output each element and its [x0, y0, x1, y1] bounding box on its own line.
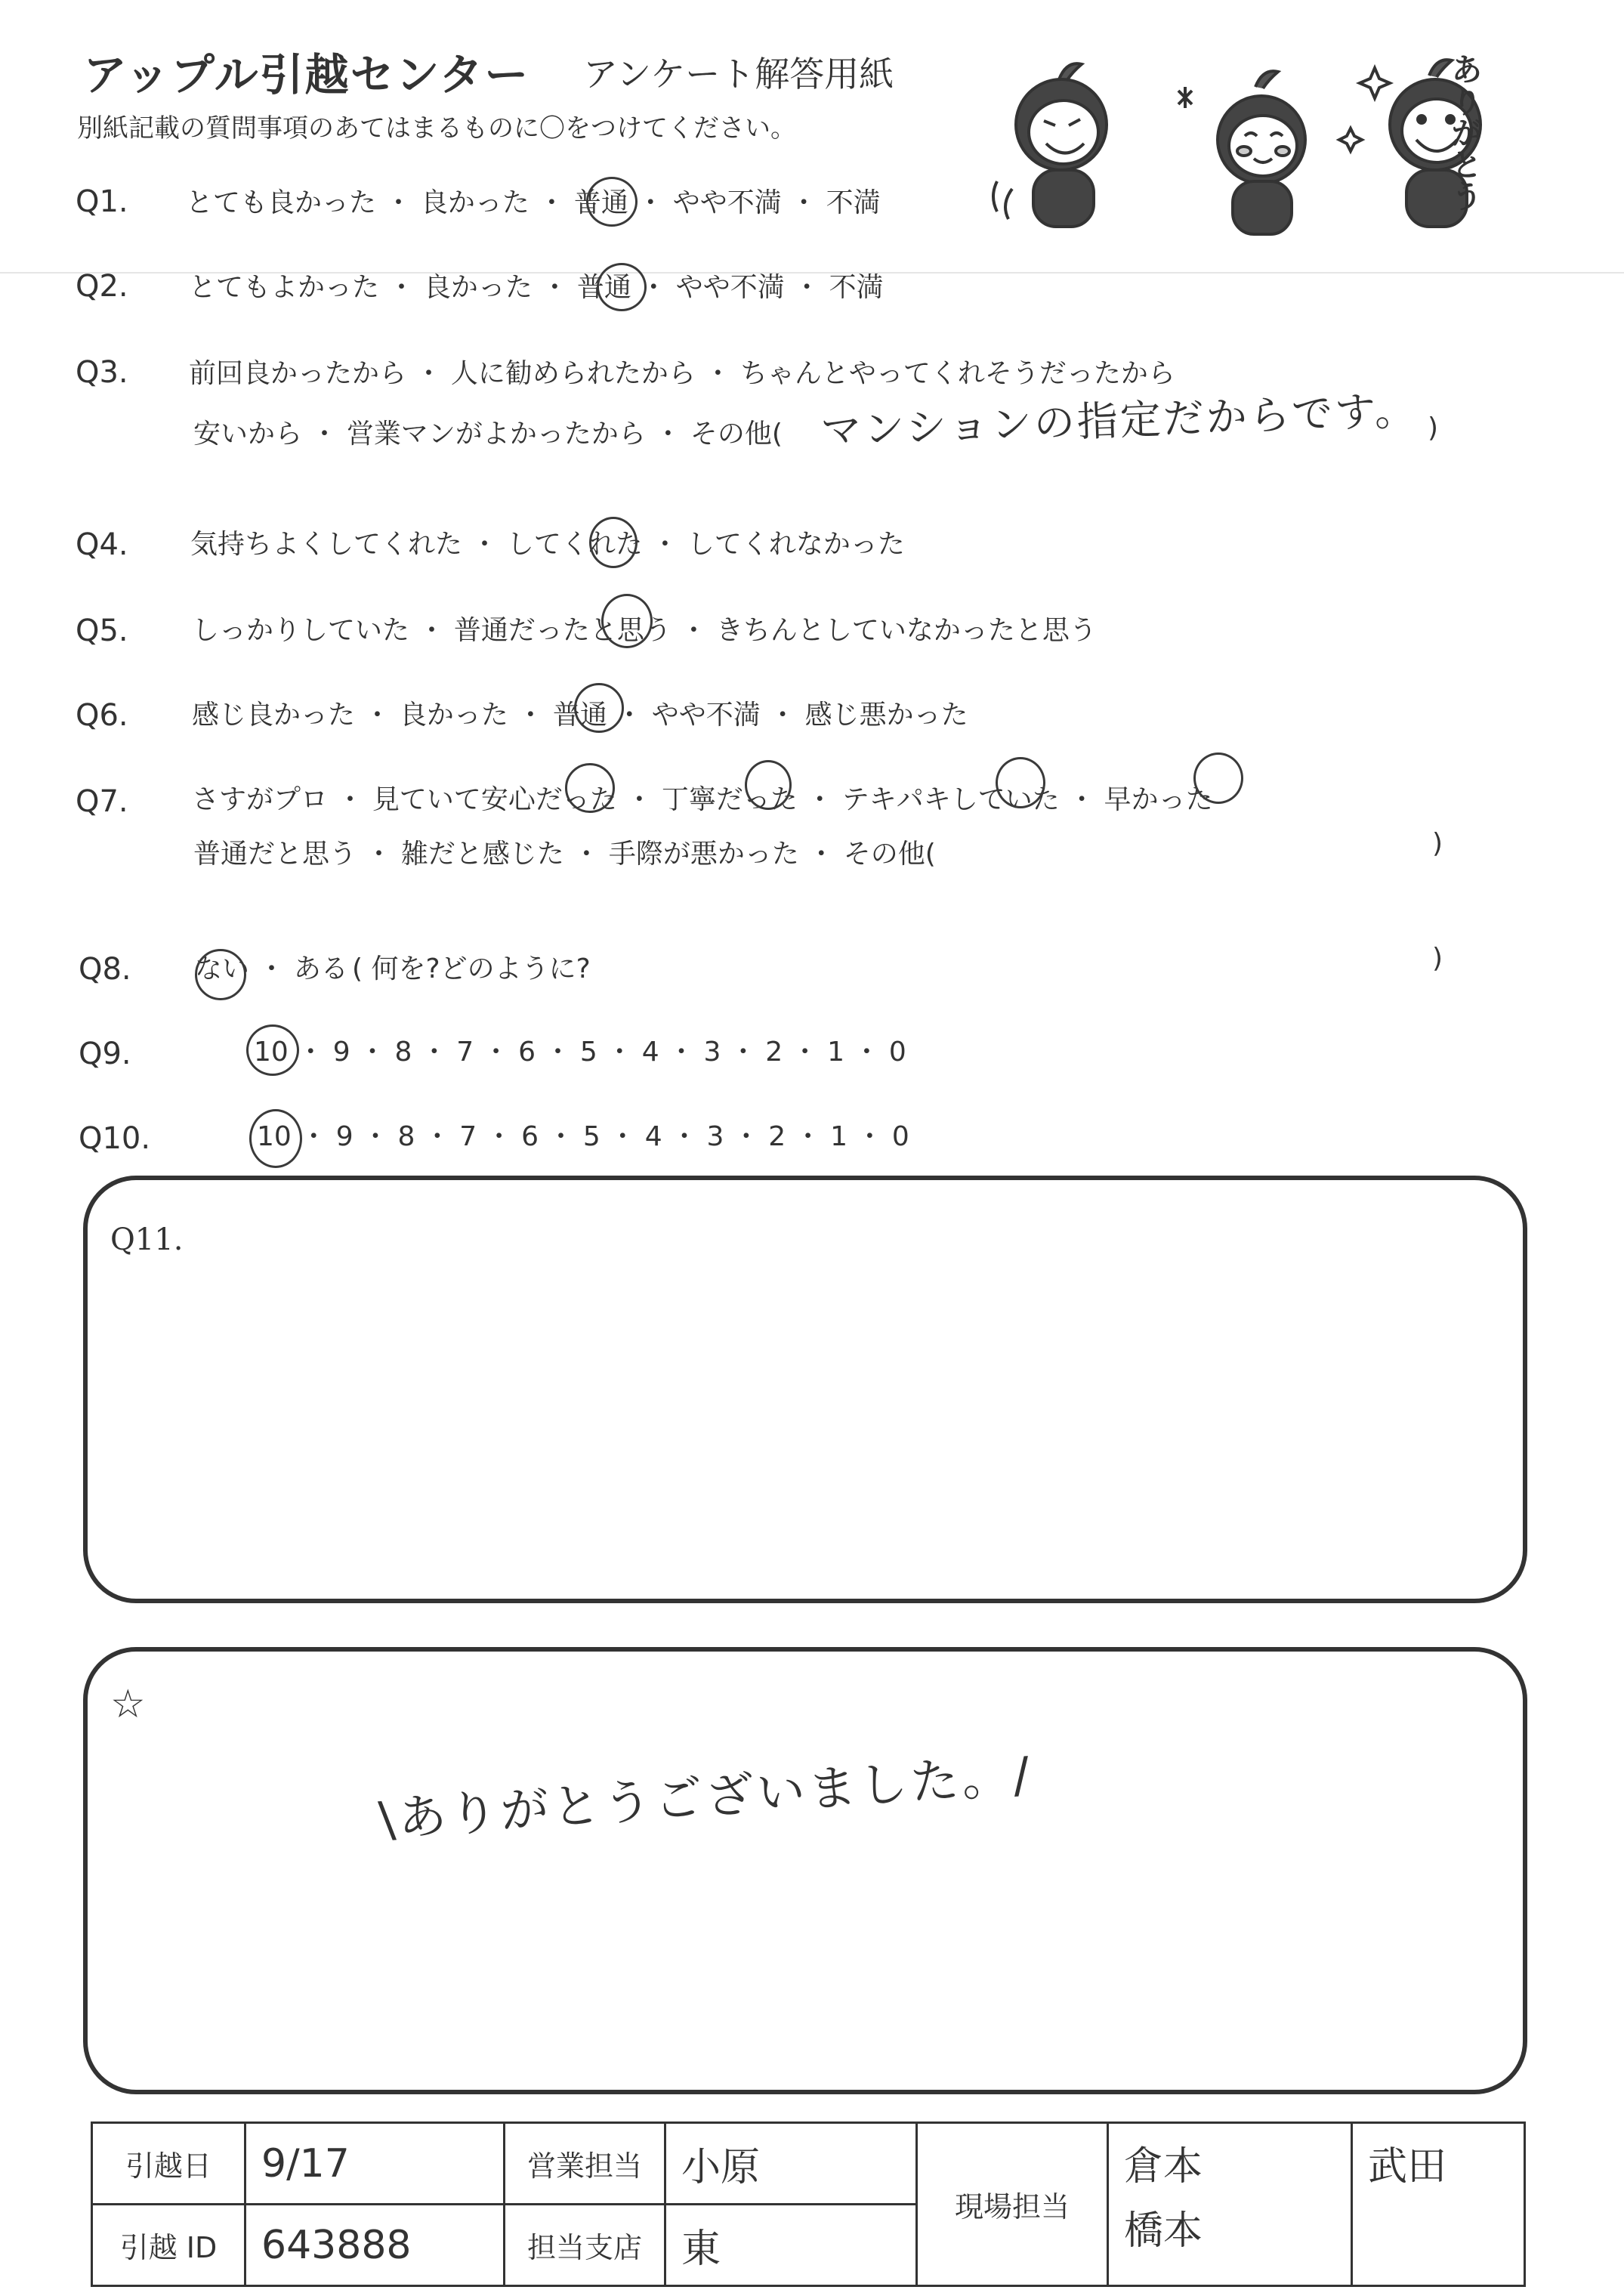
- mascot-illustration: [990, 45, 1579, 242]
- q8-option-selected[interactable]: ない: [195, 953, 250, 984]
- q10-score[interactable]: 9: [335, 1121, 354, 1152]
- instruction-text: 別紙記載の質問事項のあてはまるものに〇をつけてください。: [77, 113, 796, 144]
- q6-options: 感じ良かった ・ 良かった ・ 普通 ・ やや不満 ・ 感じ悪かった: [192, 700, 968, 731]
- q10-score[interactable]: 3: [706, 1121, 724, 1152]
- q10-score[interactable]: 8: [397, 1121, 415, 1152]
- moving-date-label: 引越日: [92, 2123, 245, 2205]
- q8-answer-circle: [195, 949, 246, 1000]
- q9-score[interactable]: 6: [518, 1037, 536, 1068]
- q4-option[interactable]: してくれなかった: [687, 529, 905, 560]
- q7-option-selected[interactable]: 丁寧だった: [661, 784, 798, 815]
- q1-options: とても良かった ・ 良かった ・ 普通 ・ やや不満 ・ 不満: [186, 187, 881, 218]
- q3-other-label[interactable]: その他(: [690, 419, 783, 450]
- q10-score[interactable]: 1: [830, 1121, 848, 1152]
- q3-options-line2: 安いから ・ 営業マンがよかったから ・ その他(: [193, 419, 783, 450]
- company-name: アップル引越センター: [83, 49, 530, 100]
- q10-score[interactable]: 0: [891, 1121, 909, 1152]
- q9-answer-circle: [246, 1024, 299, 1076]
- q5-option[interactable]: しっかりしていた: [192, 615, 410, 646]
- moving-id-value: 643888: [245, 2205, 505, 2286]
- q2-options: とてもよかった ・ 良かった ・ 普通 ・ やや不満 ・ 不満: [189, 272, 884, 303]
- q9-score[interactable]: 2: [765, 1037, 783, 1068]
- q8-option[interactable]: ある: [293, 953, 348, 984]
- q9-score[interactable]: 9: [332, 1037, 350, 1068]
- q1-answer-circle: [586, 177, 638, 227]
- q10-score[interactable]: 5: [582, 1121, 601, 1152]
- q4-options: 気持ちよくしてくれた ・ してくれた ・ してくれなかった: [190, 529, 905, 560]
- q7-answer-circle: [745, 760, 792, 810]
- q6-option[interactable]: 良かった: [399, 700, 508, 731]
- q8-label: Q8.: [79, 952, 131, 987]
- q9-score[interactable]: 1: [827, 1037, 844, 1068]
- q2-option[interactable]: やや不満: [675, 272, 785, 303]
- sales-rep-value: 小原: [665, 2123, 917, 2205]
- q1-option[interactable]: やや不満: [672, 187, 782, 218]
- comments-box[interactable]: [83, 1647, 1527, 2094]
- q3-other-close: ): [1428, 413, 1439, 443]
- q3-option[interactable]: 営業マンがよかったから: [346, 419, 646, 450]
- q3-option[interactable]: 安いから: [193, 419, 303, 450]
- document-title: アンケート解答用紙: [583, 54, 894, 94]
- q7-label: Q7.: [76, 784, 128, 819]
- q2-answer-circle: [597, 263, 647, 311]
- q2-option-selected[interactable]: 普通: [576, 272, 631, 303]
- q7-options-line2: 普通だと思う ・ 雑だと感じた ・ 手際が悪かった ・ その他(: [193, 839, 936, 870]
- moving-id-label: 引越 ID: [92, 2205, 245, 2286]
- q10-scale: 10 ・ 9 ・ 8 ・ 7 ・ 6 ・ 5 ・ 4 ・ 3 ・ 2 ・ 1 ・ 0: [257, 1121, 909, 1152]
- q6-option[interactable]: やや不満: [651, 700, 761, 731]
- field-staff-name: 倉本: [1124, 2144, 1203, 2189]
- mascot-thanks-text: ありがとう: [1446, 53, 1484, 212]
- q7-option-selected[interactable]: 見ていて安心だった: [372, 784, 617, 815]
- q4-answer-circle: [589, 517, 638, 568]
- q9-score[interactable]: 0: [888, 1037, 906, 1068]
- sales-rep-label: 営業担当: [505, 2123, 665, 2205]
- q8-options: ない ・ ある ( 何を?どのように?: [195, 953, 591, 984]
- q7-option[interactable]: さすがプロ: [192, 784, 329, 815]
- q7-option-selected[interactable]: テキパキしていた: [841, 784, 1060, 815]
- q9-score[interactable]: 5: [579, 1037, 597, 1068]
- q7-other-label[interactable]: その他(: [843, 839, 936, 870]
- branch-label: 担当支店: [505, 2205, 665, 2286]
- q10-answer-circle: [249, 1109, 302, 1168]
- q4-option[interactable]: 気持ちよくしてくれた: [190, 529, 463, 560]
- q5-answer-circle: [601, 594, 653, 648]
- q3-label: Q3.: [76, 355, 128, 390]
- q9-label: Q9.: [79, 1037, 131, 1071]
- q5-option[interactable]: きちんとしていなかったと思う: [715, 615, 1097, 646]
- comments-handwritten: \ありがとうございました。/: [377, 1747, 1035, 1849]
- q7-options-line1: さすがプロ ・ 見ていて安心だった ・ 丁寧だった ・ テキパキしていた ・ 早かった: [192, 784, 1213, 815]
- q9-score[interactable]: 4: [641, 1037, 659, 1068]
- q7-option[interactable]: 手際が悪かった: [608, 839, 799, 870]
- q10-score[interactable]: 6: [521, 1121, 539, 1152]
- q3-options-line1: 前回良かったから ・ 人に勧められたから ・ ちゃんとやってくれそうだったから: [189, 358, 1175, 389]
- q10-label: Q10.: [79, 1121, 151, 1156]
- q7-option[interactable]: 雑だと感じた: [400, 839, 564, 870]
- q2-label: Q2.: [76, 269, 128, 304]
- q7-other-close: ): [1432, 828, 1443, 859]
- q5-option-selected[interactable]: 普通だったと思う: [453, 615, 672, 646]
- branch-value: 東: [665, 2205, 917, 2286]
- q9-score-selected[interactable]: 10: [254, 1037, 289, 1068]
- q2-option[interactable]: 良かった: [423, 272, 533, 303]
- q6-option-selected[interactable]: 普通: [552, 700, 607, 731]
- q7-option-selected[interactable]: 早かった: [1104, 784, 1213, 815]
- q6-option[interactable]: 感じ悪かった: [804, 700, 968, 731]
- q3-other-handwritten: マンションの指定だからです。: [820, 386, 1419, 455]
- q1-label: Q1.: [76, 184, 128, 219]
- q3-option[interactable]: 前回良かったから: [189, 358, 407, 389]
- q6-label: Q6.: [76, 698, 128, 733]
- q9-score[interactable]: 7: [456, 1037, 474, 1068]
- q4-label: Q4.: [76, 527, 128, 562]
- q2-option[interactable]: 不満: [829, 272, 884, 303]
- q3-option[interactable]: ちゃんとやってくれそうだったから: [739, 358, 1175, 389]
- q7-option[interactable]: 普通だと思う: [193, 839, 357, 870]
- q11-answer-box[interactable]: [83, 1176, 1527, 1603]
- q6-answer-circle: [574, 683, 624, 733]
- field-staff-name: 武田: [1368, 2144, 1447, 2189]
- moving-date-value: 9/17: [245, 2123, 505, 2205]
- field-staff-cell-2: [1352, 2123, 1525, 2286]
- q11-label: Q11.: [110, 1222, 184, 1257]
- q1-option[interactable]: とても良かった: [186, 187, 377, 218]
- q8-detail-close: ): [1432, 943, 1443, 974]
- field-staff-label: 現場担当: [917, 2123, 1108, 2286]
- field-staff-name: 橋本: [1124, 2208, 1203, 2254]
- q6-option[interactable]: 感じ良かった: [192, 700, 356, 731]
- q8-detail-label: ( 何を?どのように?: [352, 953, 591, 984]
- q3-option[interactable]: 人に勧められたから: [450, 358, 696, 389]
- q4-option-selected[interactable]: してくれた: [506, 529, 643, 560]
- q9-score[interactable]: 8: [394, 1037, 412, 1068]
- staff-info-table: [91, 2121, 1526, 2287]
- q7-answer-circle: [1193, 752, 1243, 804]
- q9-scale: 10 ・ 9 ・ 8 ・ 7 ・ 6 ・ 5 ・ 4 ・ 3 ・ 2 ・ 1 ・ 0: [254, 1037, 906, 1068]
- field-staff-cell-1: [1108, 2123, 1352, 2286]
- q1-option[interactable]: 不満: [826, 187, 881, 218]
- q5-label: Q5.: [76, 613, 128, 648]
- q10-score[interactable]: 2: [768, 1121, 786, 1152]
- q10-score[interactable]: 7: [459, 1121, 477, 1152]
- q1-option[interactable]: 良かった: [420, 187, 529, 218]
- q2-option[interactable]: とてもよかった: [189, 272, 380, 303]
- q10-score[interactable]: 4: [644, 1121, 662, 1152]
- star-icon: ☆: [110, 1682, 146, 1727]
- q5-options: しっかりしていた ・ 普通だったと思う ・ きちんとしていなかったと思う: [192, 615, 1097, 646]
- q10-score-selected[interactable]: 10: [257, 1121, 292, 1152]
- q9-score[interactable]: 3: [703, 1037, 721, 1068]
- q7-answer-circle: [565, 763, 615, 813]
- q7-answer-circle: [996, 757, 1045, 808]
- monkey-mascots-icon: [990, 45, 1579, 242]
- q1-option-selected[interactable]: 普通: [573, 187, 628, 218]
